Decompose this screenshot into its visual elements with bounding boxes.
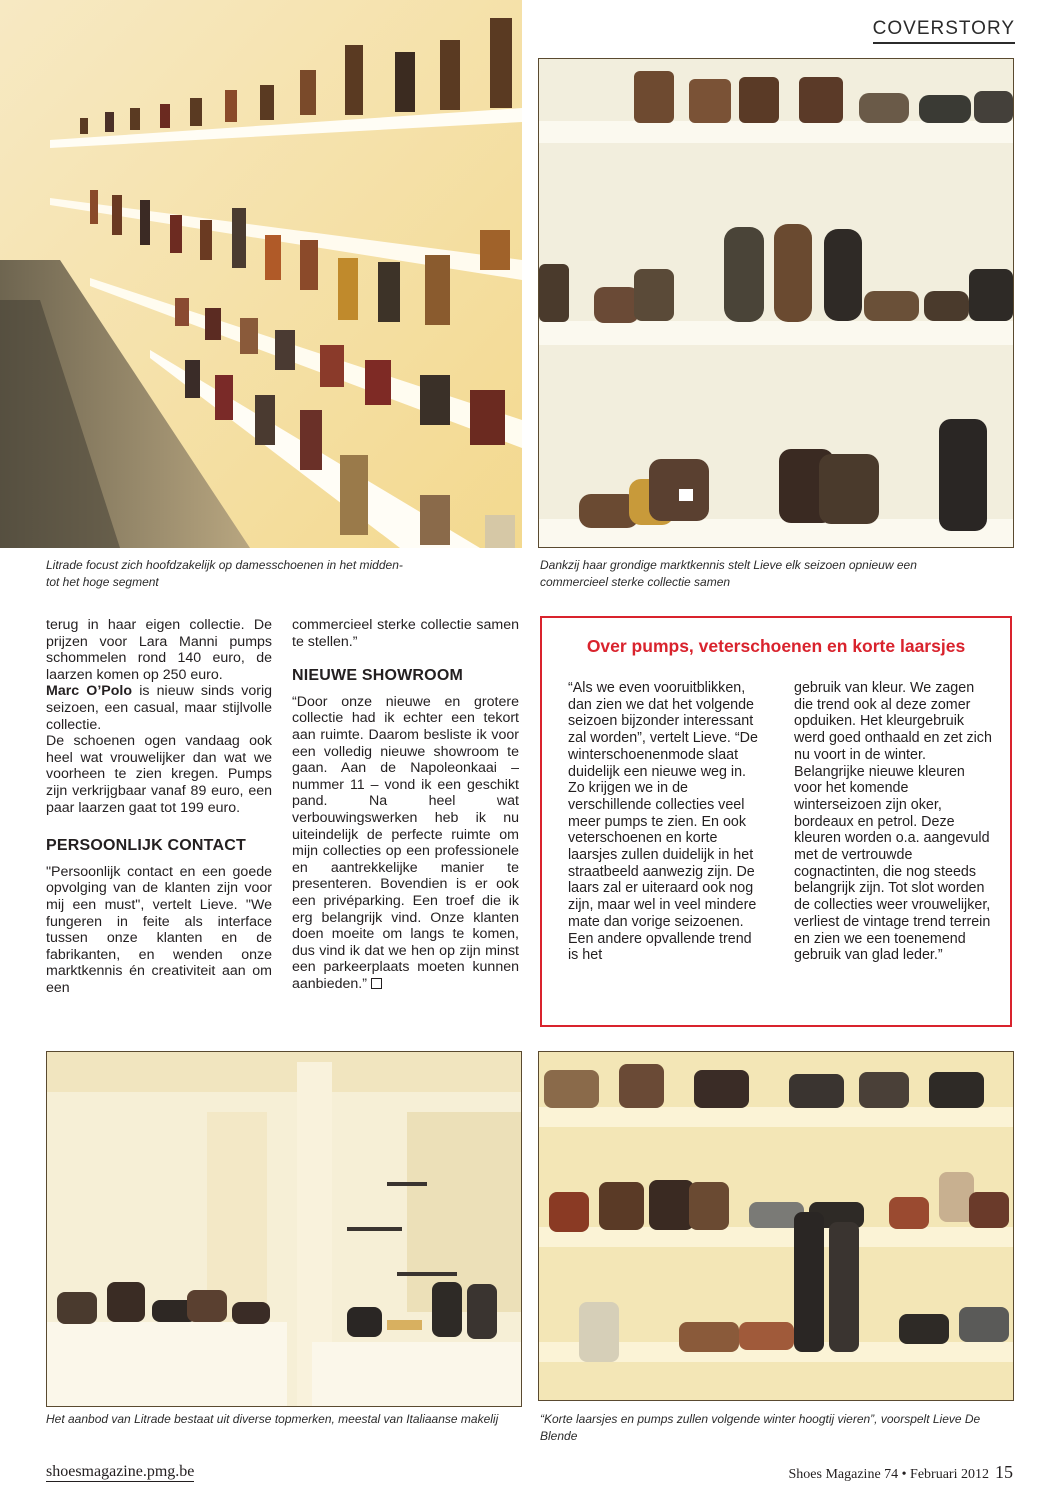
photo-bottom-right [538, 1051, 1014, 1401]
article-paragraph: De schoenen ogen vandaag ook heel wat vrouwelijker dan wat we voorheen te zien kregen. Pumps zijn verkrijgbaar vanaf 89 euro, een paar laarzen gaat tot 199 euro. [46, 733, 272, 816]
article-paragraph: commercieel sterke collectie samen te stellen.” [292, 617, 519, 650]
issue-info [789, 1462, 1013, 1483]
brand-name: Marc O’Polo [46, 683, 133, 700]
article-paragraph: "Persoonlijk contact en een goede opvolging van de klanten zijn voor mij een must", vertelt Lieve. "We fungeren in feite als interface tussen onze klanten en de fabrikanten, en wenden onze marktkennis én creativiteit aan om een [46, 863, 272, 996]
photo-top-right [538, 58, 1014, 548]
sidebar-column-right: gebruik van kleur. We zagen die trend ook al deze zomer opduiken. Het kleurgebruik werd goed onthaald en zet zich nu voort in de winter. Belangrijke nieuwe kleuren voor het komende winterseizoen zijn oker, bordeaux en petrol. Deze kleuren worden o.a. aangevuld met de vertrouwde cognactinten, die nog steeds belangrijk zijn. Tot slot worden de collecties weer vrouwelijker, verliest de vintage trend terrein en zien we een toenemend gebruik van glad leder.” [794, 680, 992, 964]
photo-bottom-left [46, 1051, 522, 1407]
caption-bottom-right: “Korte laarsjes en pumps zullen volgende winter hoogtij vieren”, voorspelt Lieve De Blende [540, 1412, 981, 1443]
website-link[interactable]: shoesmagazine.pmg.be [46, 1463, 195, 1480]
subheading-nieuwe-showroom: NIEUWE SHOWROOM [292, 667, 463, 685]
caption-bottom-left: Het aanbod van Litrade bestaat uit diverse topmerken, meestal van Italiaanse makelij [46, 1412, 499, 1426]
sidebar-title: Over pumps, veterschoenen en korte laarsjes [586, 636, 966, 656]
subheading-persoonlijk-contact: PERSOONLIJK CONTACT [46, 837, 246, 855]
article-text: is nieuw sinds vorig seizoen, een casual, maar stijlvolle collectie. [46, 683, 272, 733]
caption-top-right: Dankzij haar grondige marktkennis stelt Lieve elk seizoen opnieuw een commercieel sterke collectie samen [540, 558, 917, 589]
caption-top-left: Litrade focust zich hoofdzakelijk op damesschoenen in het midden- tot het hoge segment [46, 558, 403, 589]
pumps-photo-image [539, 1052, 1013, 1400]
article-paragraph: terug in haar eigen collectie. De prijzen voor Lara Manni pumps schommelen rond 140 euro, de laarzen komen op 250 euro. [46, 617, 272, 683]
showroom-photo-image [47, 1052, 521, 1406]
article-paragraph [292, 694, 519, 993]
section-label: COVERSTORY [873, 18, 1015, 44]
photo-top-left [0, 0, 522, 548]
article-column-1 [46, 617, 272, 996]
page-number: 15 [995, 1462, 1013, 1482]
sidebar-column-left: “Als we even vooruitblikken, dan zien we dat het volgende seizoen bijzonder interessant zal worden”, vertelt Lieve. “De winterschoenenmode slaat duidelijk een nieuwe weg in. Zo krijgen we in de verschillende collecties veel meer pumps te zien. En ook veterschoenen en korte laarsjes zullen duidelijk in het straatbeeld aanwezig zijn. De laars zal er uiteraard ook nog zijn, maar wel in veel mindere mate dan vorige seizoenen. Een andere opvallende trend is het [568, 680, 758, 964]
article-column-2 [292, 617, 519, 992]
issue-label: Shoes Magazine 74 • Februari 2012 [788, 1467, 989, 1482]
article-paragraph [46, 683, 272, 733]
end-of-article-icon [371, 978, 382, 989]
sidebar-box [540, 616, 1012, 1027]
mens-shoes-photo-image [539, 59, 1013, 547]
shelf-photo-image [0, 0, 522, 548]
article-text: “Door onze nieuwe en grotere collectie had ik echter een tekort aan ruimte. Daarom besliste ik voor een volledig nieuwe showroom te gaan. Aan de Napoleonkaai – nummer 11 – vond ik een geschikt pand. Na heel wat verbouwingswerken heb ik nu uiteindelijk de perfecte ruimte om mijn collecties op een professionele en aantrekkelijke manier te presenteren. Bovendien is er ook een privéparking. Een troef die ik erg belangrijk vind. Onze klanten doen moeite om langs te komen, dus vind ik dat we hen op zijn minst een parkeerplaats moeten kunnen aanbieden.” [292, 693, 519, 992]
